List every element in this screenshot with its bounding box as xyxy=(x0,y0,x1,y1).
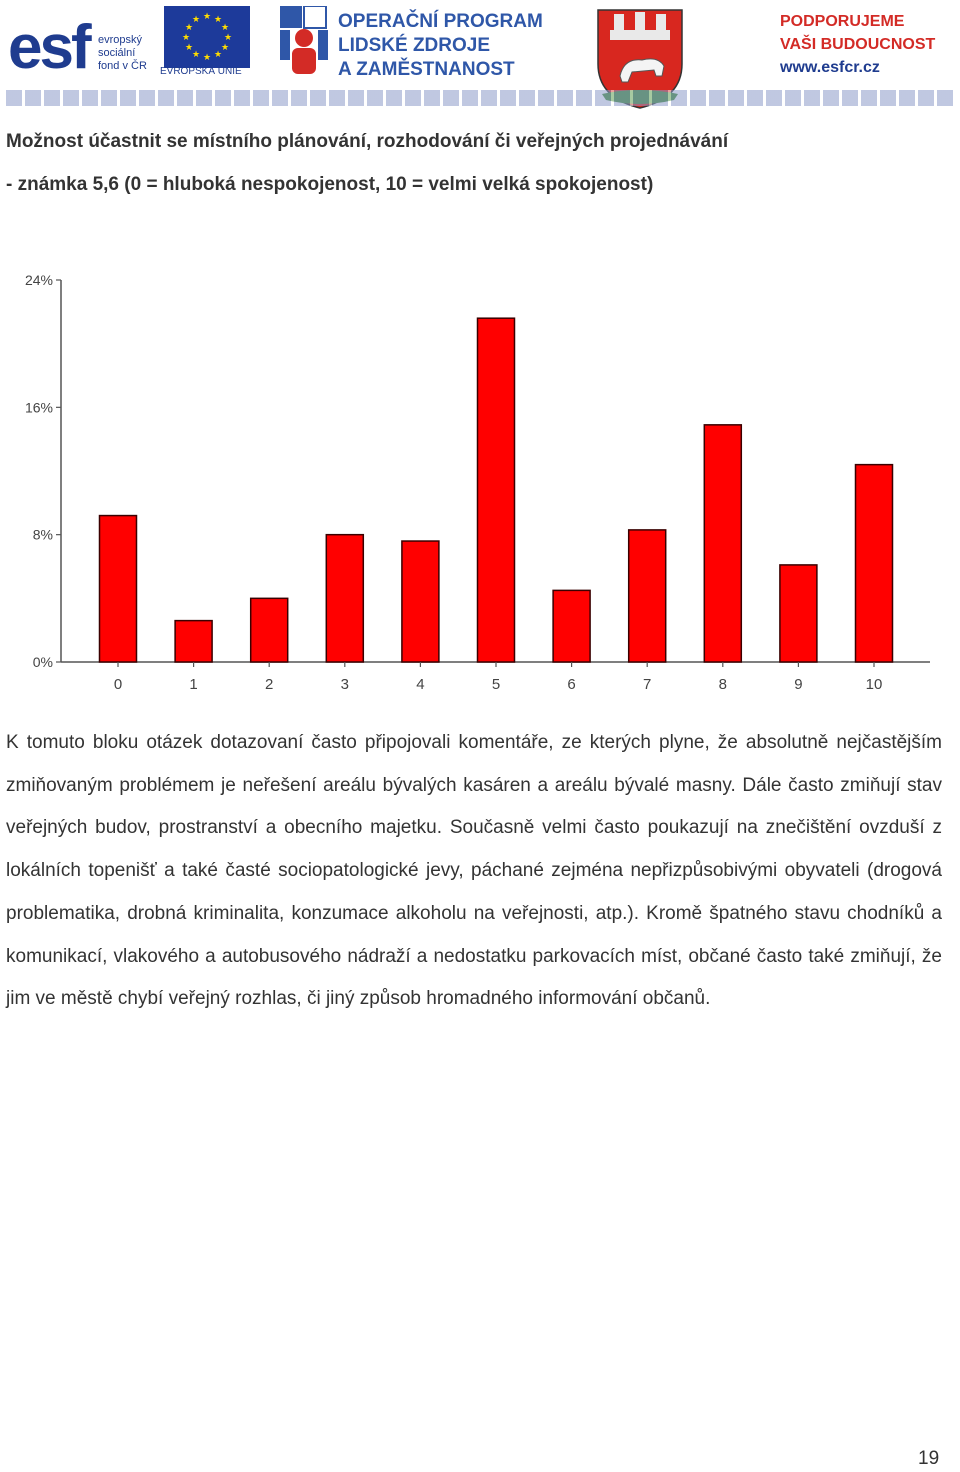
svg-text:★: ★ xyxy=(191,14,201,24)
x-tick-label: 2 xyxy=(265,676,274,693)
slogan-line: PODPORUJEME xyxy=(780,13,905,30)
section-title: Možnost účastnit se místního plánování, rozhodování či veřejných projednávání xyxy=(6,131,729,152)
bar xyxy=(478,318,515,662)
bar xyxy=(856,465,893,662)
y-tick-label: 0% xyxy=(32,654,53,670)
puzzle-figure-icon xyxy=(280,6,328,76)
x-tick-label: 4 xyxy=(416,676,425,693)
svg-text:★: ★ xyxy=(202,52,212,62)
bar xyxy=(175,621,212,662)
slogan-url: www.esfcr.cz xyxy=(780,59,880,76)
bar xyxy=(326,535,363,662)
program-line: LIDSKÉ ZDROJE xyxy=(338,35,491,56)
eu-caption: EVROPSKÁ UNIE xyxy=(160,66,242,77)
y-tick-label: 8% xyxy=(32,526,53,543)
svg-text:★: ★ xyxy=(220,22,230,32)
bar xyxy=(251,598,288,662)
svg-text:★: ★ xyxy=(202,11,212,21)
x-tick-label: 6 xyxy=(567,676,576,693)
esf-caption-line: fond v ČR xyxy=(98,60,147,72)
decorative-strip xyxy=(6,90,956,106)
y-tick-label: 24% xyxy=(24,272,53,288)
x-tick-label: 7 xyxy=(643,676,652,693)
x-tick-label: 8 xyxy=(718,676,727,693)
program-line: OPERAČNÍ PROGRAM xyxy=(338,11,543,32)
logo-header xyxy=(0,0,960,112)
bar xyxy=(780,565,817,662)
esf-caption xyxy=(98,34,147,73)
bar xyxy=(402,541,439,662)
x-tick-label: 9 xyxy=(794,676,803,693)
x-tick-label: 0 xyxy=(113,676,123,693)
svg-text:★: ★ xyxy=(213,49,223,59)
esf-caption-line: sociální xyxy=(98,47,136,59)
program-title xyxy=(338,10,543,82)
page-number: 19 xyxy=(918,1448,940,1469)
body-paragraph: K tomuto bloku otázek dotazovaní často připojovali komentáře, ze kterých plyne, že absolutně nejčastějším zmiňovaným problémem je neřešení areálu bývalých kasáren a areálu bývalé masny. Dále často zmiňují stav veřejných budov, prostranství a obecního majetku. Současně velmi často poukazují na znečištění ovzduší z lokálních topenišť a také časté sociopatologické jevy, páchané zejména nepřizpůsobivými obyvateli (drogová problematika, drobná kriminalita, konzumace alkoholu na veřejnosti, atp.). Kromě špatného stavu chodníků a komunikací, vlakového a autobusového nádraží a nedostatku parkovacích míst, občané často také zmiňují, že jim ve městě chybí veřejný rozhlas, či jiný způsob hromadného informování občanů. xyxy=(6,732,942,1010)
svg-text:★: ★ xyxy=(191,49,201,59)
bar xyxy=(704,425,741,662)
svg-text:★: ★ xyxy=(184,42,194,52)
svg-text:★: ★ xyxy=(181,32,191,42)
bar-chart xyxy=(0,262,960,702)
eu-flag-icon xyxy=(164,6,250,68)
esf-mark: esf xyxy=(8,13,89,82)
bar-chart-svg xyxy=(0,262,960,702)
program-line: A ZAMĚSTNANOST xyxy=(338,59,515,80)
bar xyxy=(100,516,137,662)
bar xyxy=(629,530,666,662)
svg-text:★: ★ xyxy=(223,32,233,42)
svg-text:★: ★ xyxy=(213,14,223,24)
esf-caption-line: evropský xyxy=(98,34,143,46)
svg-text:★: ★ xyxy=(184,22,194,32)
bar xyxy=(553,590,590,662)
svg-text:★: ★ xyxy=(220,42,230,52)
x-tick-label: 5 xyxy=(491,676,501,693)
x-tick-label: 1 xyxy=(189,676,198,693)
section-subtitle: - známka 5,6 (0 = hluboká nespokojenost, 10 = velmi velká spokojenost) xyxy=(6,174,654,195)
x-tick-label: 3 xyxy=(340,676,349,693)
x-tick-label: 10 xyxy=(865,676,883,693)
esf-logo xyxy=(4,4,154,94)
slogan-line: VAŠI BUDOUCNOST xyxy=(780,36,936,53)
slogan xyxy=(780,10,935,79)
y-tick-label: 16% xyxy=(24,399,53,416)
